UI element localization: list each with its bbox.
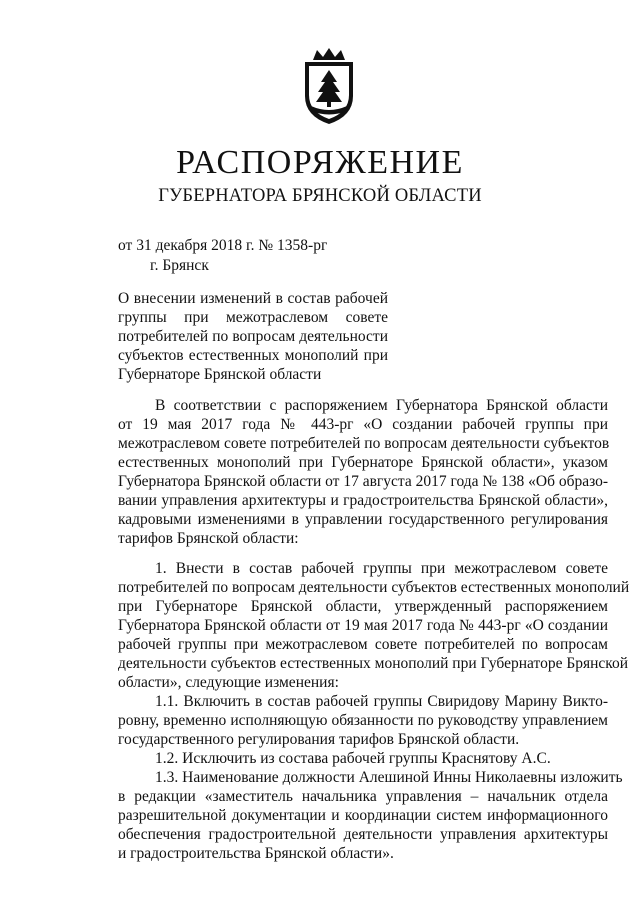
item-1-line: области», следующие изменения:	[118, 674, 339, 691]
item-1-line: деятельности субъектов естественных монополий при Губернаторе Брянской	[118, 655, 629, 672]
item-1-3-line: разрешительной документации и координации систем информационного	[118, 807, 608, 824]
item-1-3-line: обеспечения градостроительной деятельности управления архитектуры	[118, 826, 608, 843]
subject-line: группы при межотраслевом совете	[118, 309, 388, 326]
item-1-1-line: государственного регулирования тарифов Брянской области.	[118, 731, 520, 748]
subject-block	[118, 289, 388, 384]
preamble-paragraph	[118, 396, 608, 548]
item-1-1-line: ровну, временно исполняющую обязанности по руководству управлением	[118, 712, 608, 729]
item-1-line: 1. Внести в состав рабочей группы при межотраслевом совете	[155, 560, 608, 577]
shield-icon	[297, 46, 361, 126]
item-1-3-line: и градостроительства Брянской области».	[118, 845, 394, 862]
item-1-line: при Губернаторе Брянской области, утвержденный распоряжением	[118, 598, 608, 615]
subject-line: субъектов естественных монополий при	[118, 347, 388, 364]
subject-line: О внесении изменений в состав рабочей	[118, 290, 388, 307]
date-and-number: от 31 декабря 2018 г. № 1358-рг	[118, 237, 328, 254]
coat-of-arms-emblem	[297, 46, 361, 126]
document-title: РАСПОРЯЖЕНИЕ	[176, 144, 464, 181]
subject-line: Губернаторе Брянской области	[118, 366, 322, 383]
item-1-3-line: в редакции «заместитель начальника управления – начальник отдела	[118, 788, 608, 805]
document-subtitle: ГУБЕРНАТОРА БРЯНСКОЙ ОБЛАСТИ	[158, 186, 482, 206]
item-1-line: потребителей по вопросам деятельности субъектов естественных монополий	[118, 579, 630, 596]
paragraph-line: Губернатора Брянской области от 17 августа 2017 года № 138 «Об образо-	[118, 473, 609, 490]
paragraph-line: В соответствии с распоряжением Губернатора Брянской области	[155, 397, 608, 414]
item-1-line: Губернатора Брянской области от 19 мая 2017 года № 443-рг «О создании	[118, 617, 608, 634]
paragraph-line: от 19 мая 2017 года № 443-рг «О создании рабочей группы при	[118, 416, 608, 433]
item-1-3-line: 1.3. Наименование должности Алешиной Инны Николаевны изложить	[155, 769, 623, 786]
items-section	[118, 559, 630, 863]
paragraph-line: межотраслевом совете потребителей по вопросам деятельности субъектов	[118, 435, 610, 452]
item-1-line: рабочей группы при межотраслевом совете потребителей по вопросам	[118, 636, 608, 653]
item-1-2-line: 1.2. Исключить из состава рабочей группы Краснятову А.С.	[155, 750, 551, 767]
paragraph-line: вании управления архитектуры и градостроительства Брянской области»,	[118, 492, 608, 509]
paragraph-line: кадровыми изменениями в управлении государственного регулирования	[118, 511, 608, 528]
paragraph-line: естественных монополий при Губернаторе Брянской области», указом	[118, 454, 608, 471]
subject-line: потребителей по вопросам деятельности	[118, 328, 388, 345]
paragraph-line: тарифов Брянской области:	[118, 530, 299, 547]
city: г. Брянск	[150, 257, 209, 274]
item-1-1-line: 1.1. Включить в состав рабочей группы Свиридову Марину Викто-	[155, 693, 608, 710]
